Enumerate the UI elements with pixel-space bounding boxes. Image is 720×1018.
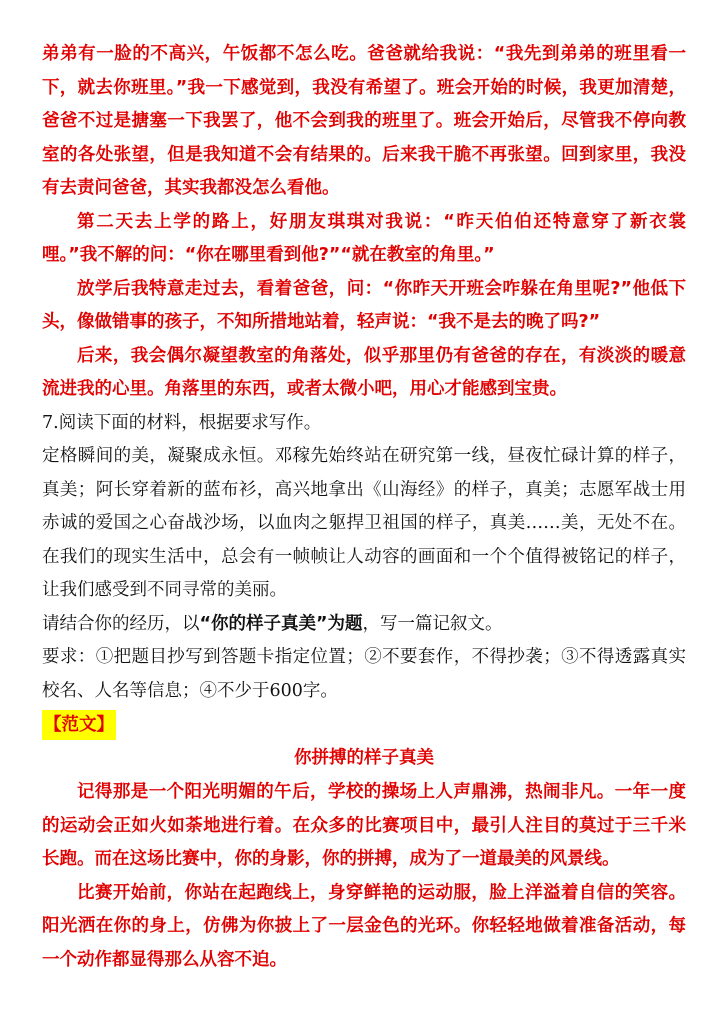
question-material: 定格瞬间的美，凝聚成永恒。邓稼先始终站在研究第一线，昼夜忙碌计算的样子，真美；阿长穿着新的蓝布衫，高兴地拿出《山海经》的样子，真美；志愿军战士用赤诚的爱国之心奋战沙场，以血肉之躯捍卫祖国的样子，真美……美，无处不在。在我们的现实生活中，总会有一帧帧让人动容的画面和一个个值得被铭记的样子，让我们感受到不同寻常的美丽。	[42, 446, 686, 600]
sample-label: 【范文】	[42, 710, 116, 740]
story-paragraph-4: 后来，我会偶尔凝望教室的角落处，似乎那里仍有爸爸的存在，有淡淡的暖意流进我的心里。角落里的东西，或者太微小吧，用心才能感到宝贵。	[42, 345, 686, 399]
story-paragraph-2: 第二天去上学的路上，好朋友琪琪对我说：“昨天伯伯还特意穿了新衣裳哩。”我不解的问：“你在哪里看到他?”“就在教室的角里。”	[42, 211, 686, 265]
question-prompt	[42, 608, 686, 642]
essay-paragraph-1: 记得那是一个阳光明媚的午后，学校的操场上人声鼎沸，热闹非凡。一年一度的运动会正如火如荼地进行着。在众多的比赛项目中，最引人注目的莫过于三千米长跑。而在这场比赛中，你的身影，你的拼搏，成为了一道最美的风景线。	[42, 782, 686, 869]
question-requirements: 要求：①把题目抄写到答题卡指定位置；②不要套作，不得抄袭；③不得透露真实校名、人名等信息；④不少于600字。	[42, 647, 686, 701]
prompt-before: 请结合你的经历，以	[42, 613, 200, 634]
essay-title: 你拼搏的样子真美	[294, 748, 434, 768]
essay-paragraph-2: 比赛开始前，你站在起跑线上，身穿鲜艳的运动服，脸上洋溢着自信的笑容。阳光洒在你的身上，仿佛为你披上了一层金色的光环。你轻轻地做着准备活动，每一个动作都显得那么从容不迫。	[42, 882, 686, 970]
sample-label-line	[42, 710, 686, 740]
prompt-title-bold: “你的样子真美”为题	[199, 613, 363, 634]
question-heading: 7.阅读下面的材料，根据要求写作。	[42, 412, 322, 433]
story-paragraph-1: 弟弟有一脸的不高兴，午饭都不怎么吃。爸爸就给我说：“我先到弟弟的班里看一下，就去你班里。”我一下感觉到，我没有希望了。班会开始的时候，我更加清楚，爸爸不过是搪塞一下我罢了，他不会到我的班里了。班会开始后，尽管我不停向教室的各处张望，但是我知道不会有结果的。后来我干脆不再张望。回到家里，我没有去责问爸爸，其实我都没怎么看他。	[42, 44, 686, 198]
prompt-after: ，写一篇记叙文。	[362, 613, 503, 634]
story-paragraph-3: 放学后我特意走过去，看着爸爸，问：“你昨天开班会咋躲在角里呢?”他低下头，像做错事的孩子，不知所措地站着，轻声说：“我不是去的晚了吗?”	[42, 278, 686, 332]
